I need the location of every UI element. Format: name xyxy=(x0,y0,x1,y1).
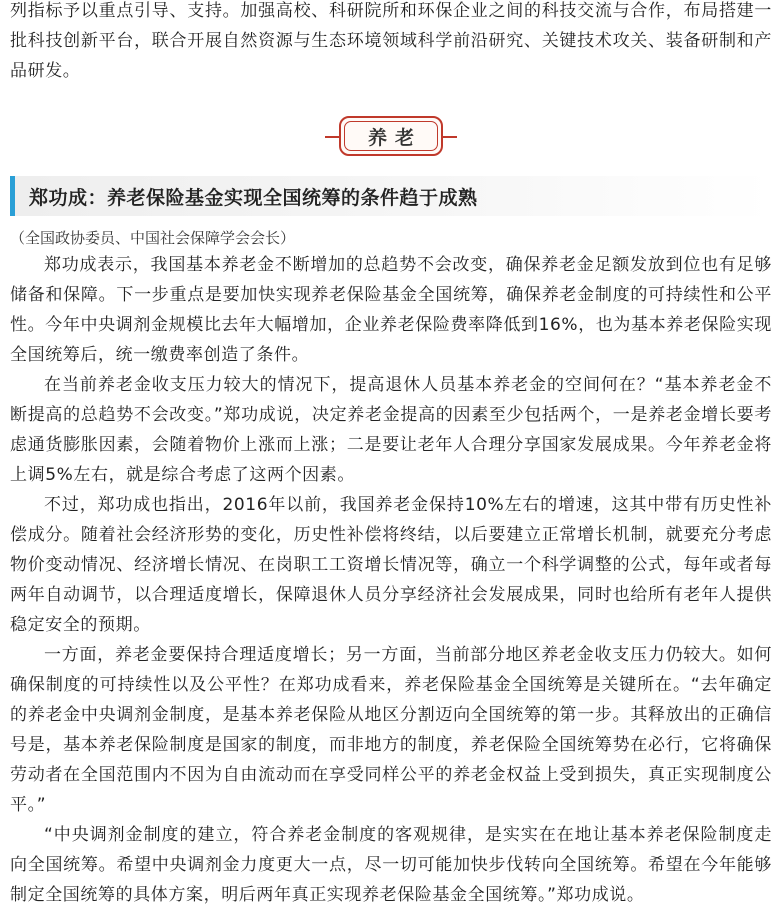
badge-ornament-left xyxy=(325,136,339,138)
body-paragraph: 在当前养老金收支压力较大的情况下，提高退休人员基本养老金的空间何在？“基本养老金不断提高的总趋势不会改变。”郑功成说，决定养老金提高的因素至少包括两个，一是养老金增长要考虑通货膨胀因素，会随着物价上涨而上涨；二是要让老年人合理分享国家发展成果。今年养老金将上调5%左右，就是综合考虑了这两个因素。 xyxy=(10,375,772,485)
badge-ornament-right xyxy=(443,136,457,138)
body-paragraph: “中央调剂金制度的建立，符合养老金制度的客观规律，是实实在在地让基本养老保险制度走向全国统筹。希望中央调剂金力度更大一点，尽一切可能加快步伐转向全国统筹。希望在今年能够制定全国统筹的具体方案，明后两年真正实现养老保险基金全国统筹。”郑功成说。 xyxy=(10,825,772,905)
section-badge xyxy=(339,116,443,156)
section-badge-label: 养老 xyxy=(367,126,422,149)
body-paragraph: 一方面，养老金要保持合理适度增长；另一方面，当前部分地区养老金收支压力仍较大。如何确保制度的可持续性以及公平性？在郑功成看来，养老保险基金全国统筹是关键所在。“去年确定的养老金中央调剂金制度，是基本养老保险从地区分割迈向全国统筹的第一步。其释放出的正确信号是，基本养老保险制度是国家的制度，而非地方的制度，养老保险全国统筹势在必行，它将确保劳动者在全国范围内不因为自由流动而在享受同样公平的养老金权益上受到损失，真正实现制度公平。” xyxy=(10,645,772,815)
article-body xyxy=(0,250,782,910)
intro-paragraph: 列指标予以重点引导、支持。加强高校、科研院所和环保企业之间的科技交流与合作，布局搭建一批科技创新平台，联合开展自然资源与生态环境领域科学前沿研究、关键技术攻关、装备研制和产品研发。 xyxy=(10,1,772,81)
article-heading xyxy=(10,176,772,216)
body-paragraph: 不过，郑功成也指出，2016年以前，我国养老金保持10%左右的增速，这其中带有历史性补偿成分。随着社会经济形势的变化，历史性补偿将终结，以后要建立正常增长机制，就要充分考虑物价变动情况、经济增长情况、在岗职工工资增长情况等，确立一个科学调整的公式，每年或者每两年自动调节，以合理适度增长，保障退休人员分享经济社会发展成果，同时也给所有老年人提供稳定安全的预期。 xyxy=(10,495,772,635)
section-badge-wrap xyxy=(0,116,782,156)
article-heading-text: 郑功成：养老保险基金实现全国统筹的条件趋于成熟 xyxy=(29,186,478,209)
body-paragraph: 郑功成表示，我国基本养老金不断增加的总趋势不会改变，确保养老金足额发放到位也有足够储备和保障。下一步重点是要加快实现养老保险基金全国统筹，确保养老金制度的可持续性和公平性。今年中央调剂金规模比去年大幅增加，企业养老保险费率降低到16%，也为基本养老保险实现全国统筹后，统一缴费率创造了条件。 xyxy=(10,255,772,365)
author-subtitle: （全国政协委员、中国社会保障学会会长） xyxy=(10,229,296,247)
